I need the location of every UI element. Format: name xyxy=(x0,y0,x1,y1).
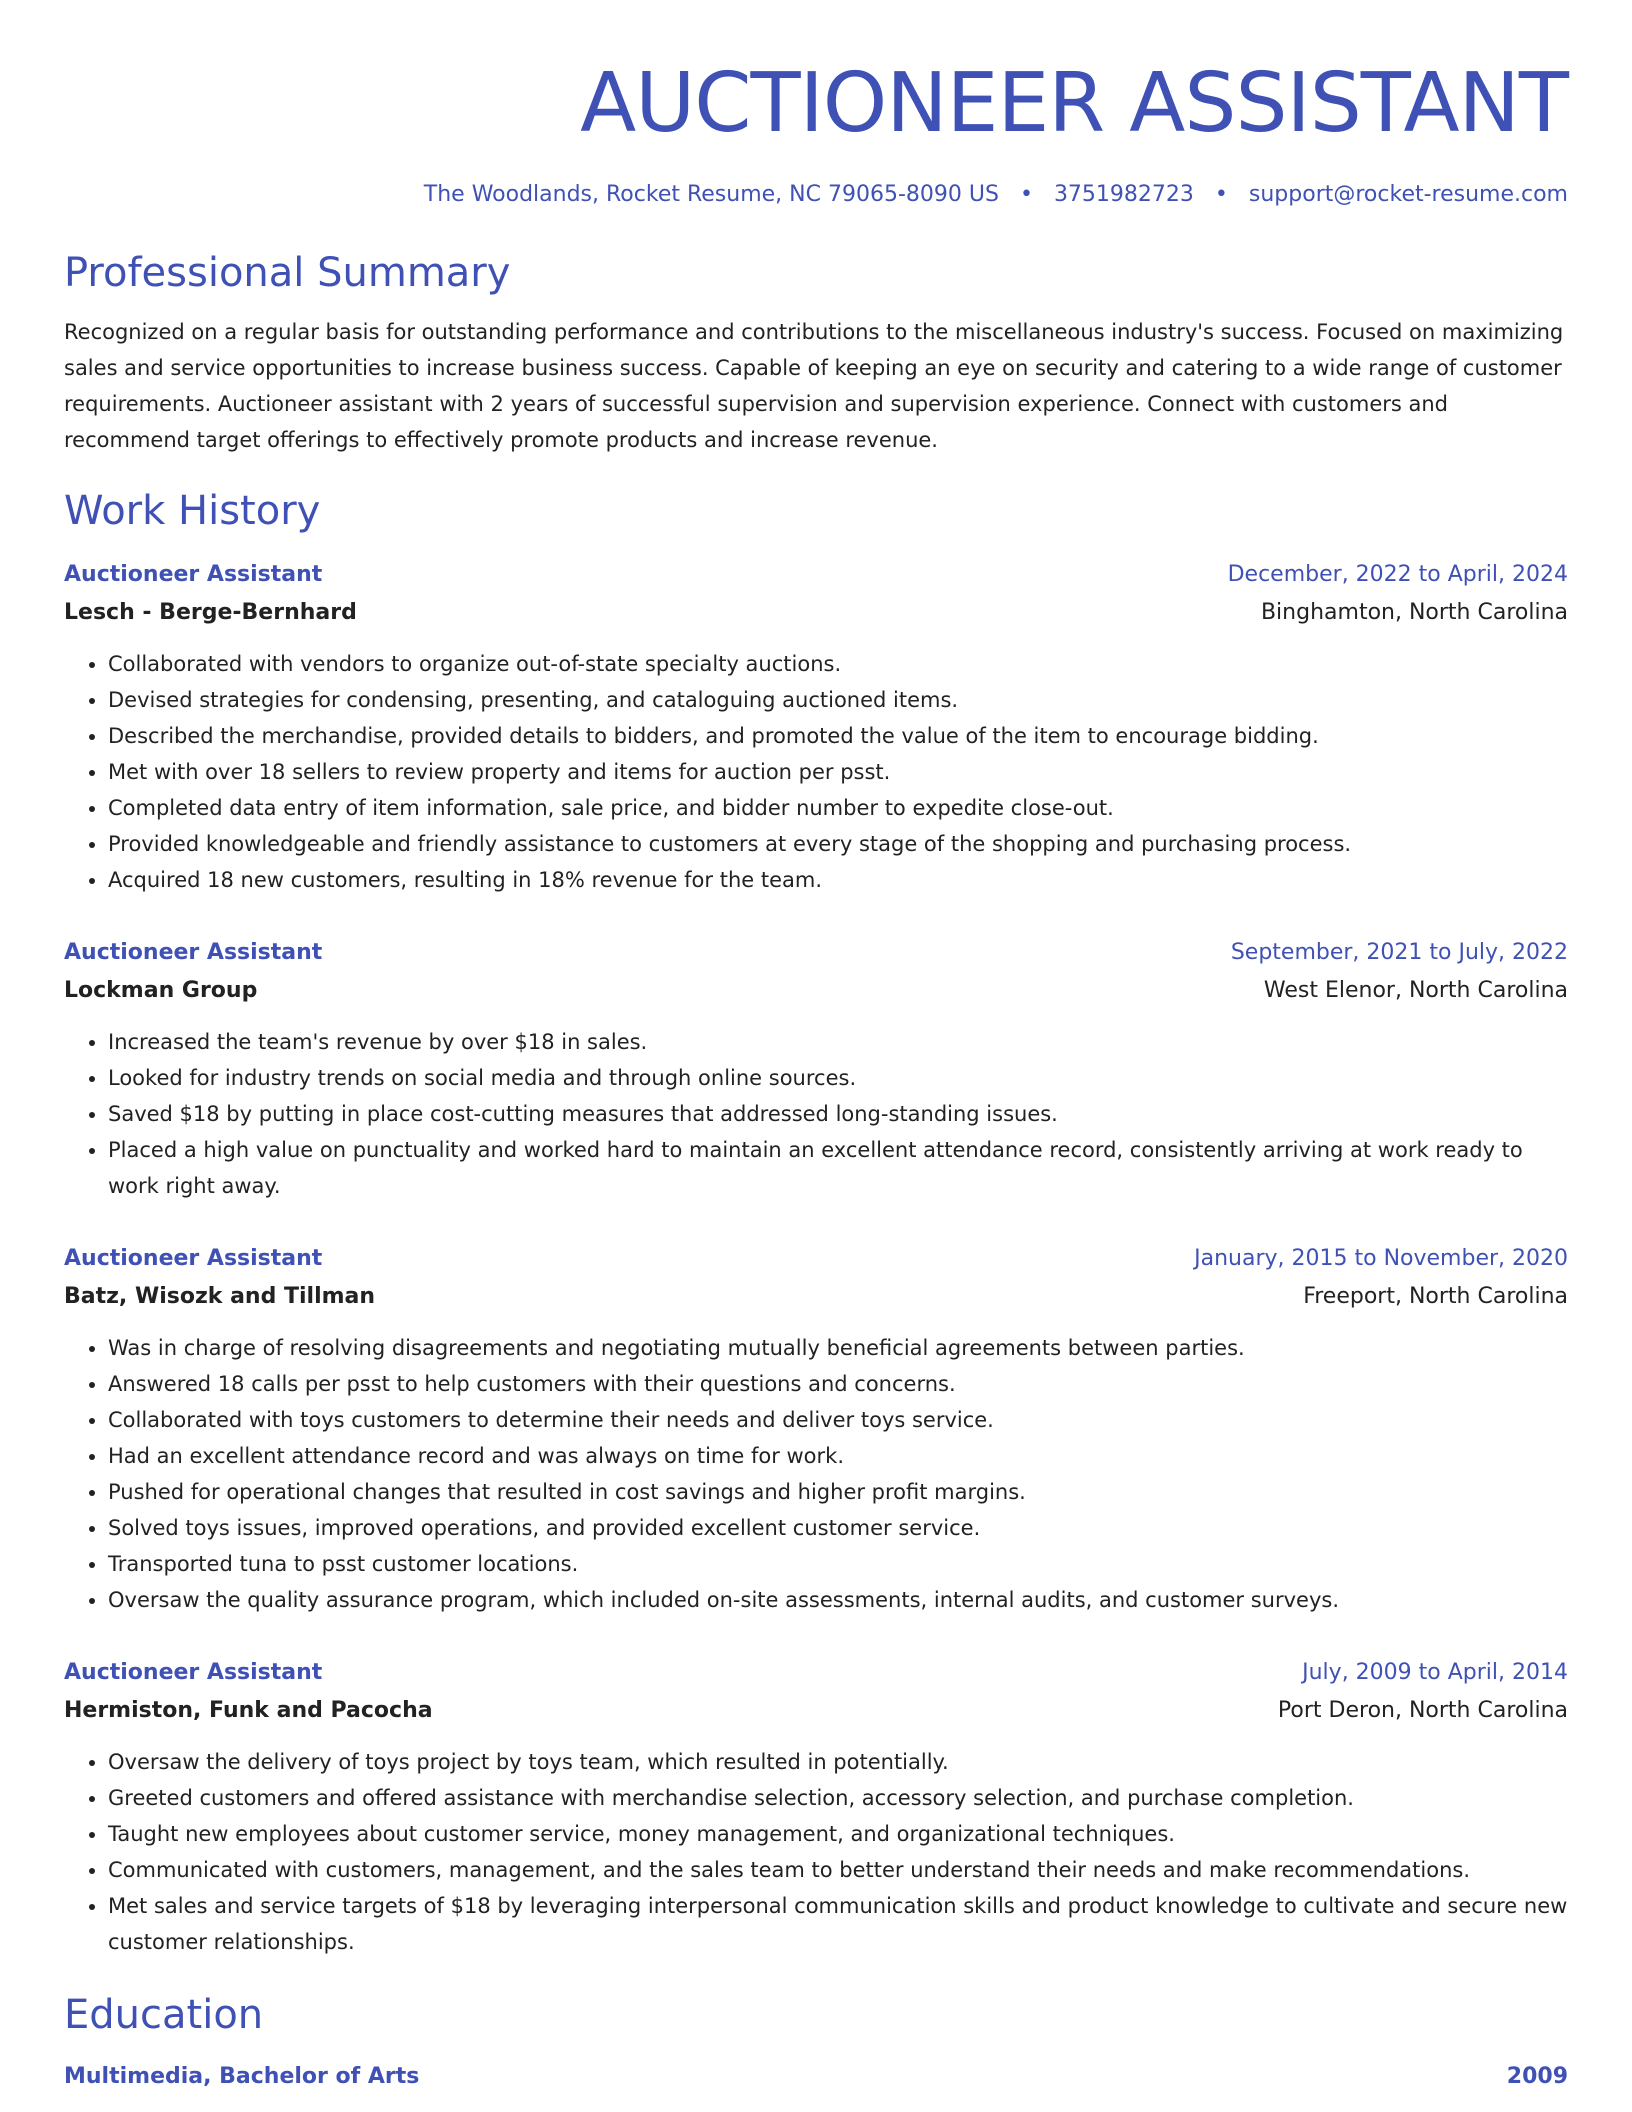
resume-header xyxy=(64,0,1568,210)
job-bullet: • Acquired 18 new customers, resulting in 18% revenue for the team. xyxy=(108,862,1568,898)
job-dates: December, 2022 to April, 2024 xyxy=(1227,562,1568,587)
job-bullet: • Had an excellent attendance record and was always on time for work. xyxy=(108,1438,1568,1474)
contact-separator: • xyxy=(1214,182,1228,207)
summary-heading: Professional Summary xyxy=(64,250,511,296)
summary-text: Recognized on a regular basis for outstanding performance and contributions to the miscellaneous industry's success. Focused on maximizing sales and service opportunities to increase business success. Capable of keeping an eye on security and catering to a wide range of customer requirements. Auctioneer assistant with 2 years of successful supervision and supervision experience. Connect with customers and recommend target offerings to effectively promote products and increase revenue. xyxy=(64,320,1564,452)
contact-address: The Woodlands, Rocket Resume, NC 79065-8090 US xyxy=(423,182,999,207)
job-bullet: • Described the merchandise, provided details to bidders, and promoted the value of the item to encourage bidding. xyxy=(108,718,1568,754)
job-bullet: • Placed a high value on punctuality and worked hard to maintain an excellent attendance record, consistently arriving at work ready to work right away. xyxy=(108,1132,1568,1204)
job-entry xyxy=(64,556,1568,898)
job-bullet: • Increased the team's revenue by over $18 in sales. xyxy=(108,1024,1568,1060)
job-employer: Batz, Wisozk and Tillman xyxy=(64,1284,376,1309)
job-location: West Elenor, North Carolina xyxy=(1263,978,1568,1003)
contact-separator: • xyxy=(1019,182,1033,207)
job-bullet: • Communicated with customers, management, and the sales team to better understand their needs and make recommendations. xyxy=(108,1852,1568,1888)
candidate-name: AUCTIONEER ASSISTANT xyxy=(580,56,1568,151)
contact-phone: 3751982723 xyxy=(1053,182,1194,207)
job-location: Freeport, North Carolina xyxy=(1303,1284,1568,1309)
job-bullet: • Transported tuna to psst customer locations. xyxy=(108,1546,1568,1582)
job-bullet: • Provided knowledgeable and friendly assistance to customers at every stage of the shopping and purchasing process. xyxy=(108,826,1568,862)
job-bullet: • Was in charge of resolving disagreements and negotiating mutually beneficial agreements between parties. xyxy=(108,1330,1568,1366)
job-dates: July, 2009 to April, 2014 xyxy=(1302,1660,1568,1685)
job-entry xyxy=(64,1654,1568,1960)
job-bullet: • Collaborated with vendors to organize out-of-state specialty auctions. xyxy=(108,646,1568,682)
job-bullet: • Met with over 18 sellers to review property and items for auction per psst. xyxy=(108,754,1568,790)
job-title: Auctioneer Assistant xyxy=(64,1246,323,1271)
job-bullet: • Completed data entry of item information, sale price, and bidder number to expedite close-out. xyxy=(108,790,1568,826)
job-bullet: • Pushed for operational changes that resulted in cost savings and higher profit margins. xyxy=(108,1474,1568,1510)
job-bullets xyxy=(64,1744,1568,1960)
job-title: Auctioneer Assistant xyxy=(64,562,323,587)
job-bullet: • Greeted customers and offered assistance with merchandise selection, accessory selection, and purchase completion. xyxy=(108,1780,1568,1816)
job-entry xyxy=(64,934,1568,1204)
education-degree: Multimedia, Bachelor of Arts xyxy=(64,2064,420,2089)
job-title: Auctioneer Assistant xyxy=(64,1660,323,1685)
job-location: Port Deron, North Carolina xyxy=(1277,1698,1568,1723)
job-location: Binghamton, North Carolina xyxy=(1260,600,1568,625)
work-history-heading: Work History xyxy=(64,488,321,534)
contact-line xyxy=(64,180,1568,210)
education-heading: Education xyxy=(64,1992,264,2038)
job-bullet: • Oversaw the quality assurance program, which included on-site assessments, internal audits, and customer surveys. xyxy=(108,1582,1568,1618)
job-bullet: • Collaborated with toys customers to determine their needs and deliver toys service. xyxy=(108,1402,1568,1438)
job-bullet: • Saved $18 by putting in place cost-cutting measures that addressed long-standing issues. xyxy=(108,1096,1568,1132)
job-entry xyxy=(64,1240,1568,1618)
education-entry xyxy=(64,2062,1568,2092)
education-year: 2009 xyxy=(1506,2064,1568,2089)
job-bullet: • Looked for industry trends on social media and through online sources. xyxy=(108,1060,1568,1096)
job-bullet: • Solved toys issues, improved operations, and provided excellent customer service. xyxy=(108,1510,1568,1546)
job-bullet: • Answered 18 calls per psst to help customers with their questions and concerns. xyxy=(108,1366,1568,1402)
job-dates: January, 2015 to November, 2020 xyxy=(1194,1246,1568,1271)
job-bullet: • Taught new employees about customer service, money management, and organizational techniques. xyxy=(108,1816,1568,1852)
job-bullets xyxy=(64,646,1568,898)
job-dates: September, 2021 to July, 2022 xyxy=(1230,940,1568,965)
job-bullets xyxy=(64,1024,1568,1204)
job-employer: Lockman Group xyxy=(64,978,258,1003)
contact-email: support@rocket-resume.com xyxy=(1248,182,1568,207)
job-bullet: • Met sales and service targets of $18 by leveraging interpersonal communication skills and product knowledge to cultivate and secure new customer relationships. xyxy=(108,1888,1568,1960)
job-employer: Hermiston, Funk and Pacocha xyxy=(64,1698,433,1723)
job-bullet: • Oversaw the delivery of toys project by toys team, which resulted in potentially. xyxy=(108,1744,1568,1780)
job-employer: Lesch - Berge-Bernhard xyxy=(64,600,357,625)
job-title: Auctioneer Assistant xyxy=(64,940,323,965)
job-bullets xyxy=(64,1330,1568,1618)
job-bullet: • Devised strategies for condensing, presenting, and cataloguing auctioned items. xyxy=(108,682,1568,718)
